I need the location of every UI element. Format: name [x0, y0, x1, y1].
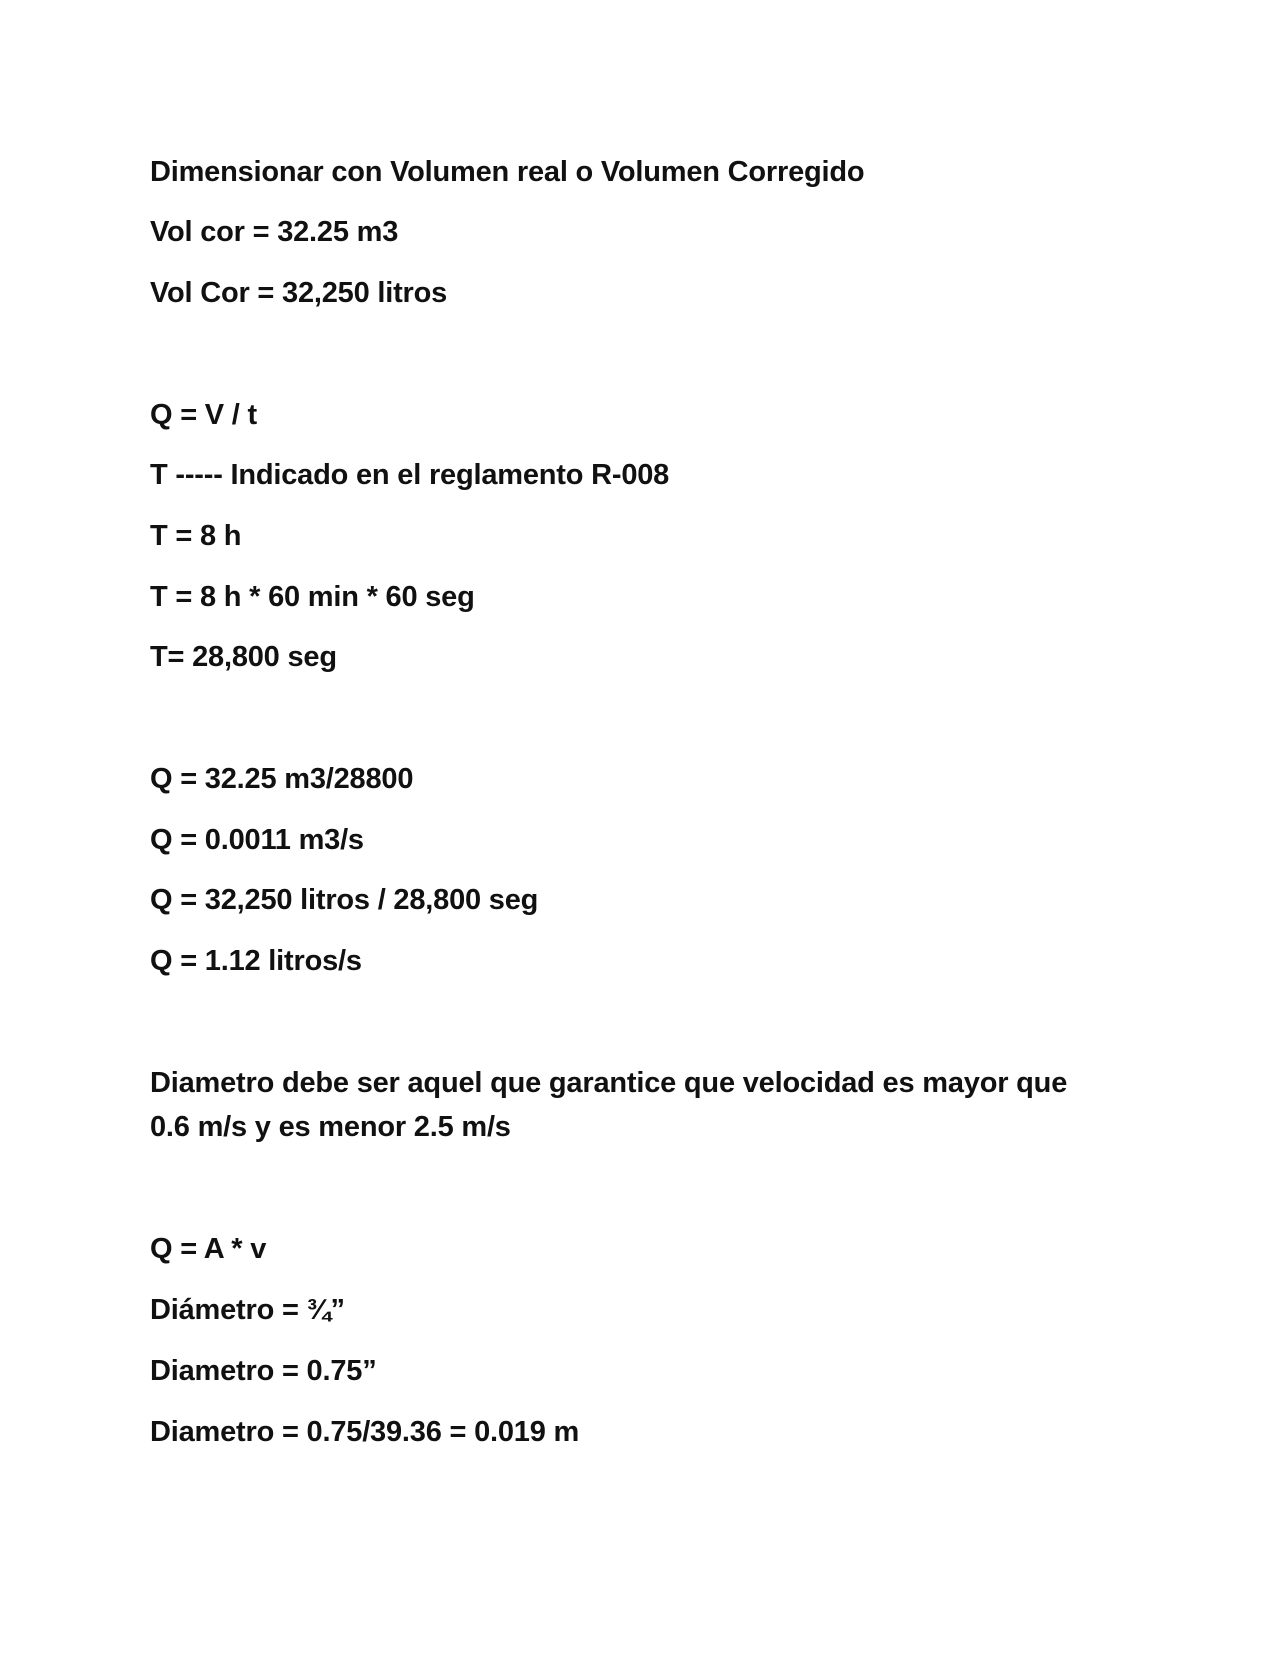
line-q-m3-calc: Q = 32.25 m3/28800 — [150, 763, 414, 795]
line-vol-cor-m3: Vol cor = 32.25 m3 — [150, 216, 399, 248]
line-diametro-decimal: Diametro = 0.75” — [150, 1355, 377, 1387]
paragraph-diametro-velocidad: Diametro debe ser aquel que garantice que velocidad es mayor que 0.6 m/s y es menor 2.5 m/s — [150, 1067, 1068, 1143]
line-diametro-fraccion: Diámetro = ¾” — [150, 1294, 345, 1326]
line-q-m3s: Q = 0.0011 m3/s — [150, 824, 364, 856]
line-diametro-metros: Diametro = 0.75/39.36 = 0.019 m — [150, 1416, 580, 1448]
line-t-reglamento: T ----- Indicado en el reglamento R-008 — [150, 459, 670, 491]
line-q-litros-s: Q = 1.12 litros/s — [150, 945, 362, 977]
line-t-horas: T = 8 h — [150, 520, 242, 552]
line-q-area-velocidad: Q = A * v — [150, 1233, 267, 1265]
line-t-segundos: T= 28,800 seg — [150, 641, 337, 673]
heading-dimensionar: Dimensionar con Volumen real o Volumen Corregido — [150, 156, 865, 188]
line-vol-cor-litros: Vol Cor = 32,250 litros — [150, 277, 448, 309]
line-q-formula: Q = V / t — [150, 399, 257, 431]
line-q-litros-calc: Q = 32,250 litros / 28,800 seg — [150, 884, 539, 916]
line-t-conversion: T = 8 h * 60 min * 60 seg — [150, 581, 475, 613]
